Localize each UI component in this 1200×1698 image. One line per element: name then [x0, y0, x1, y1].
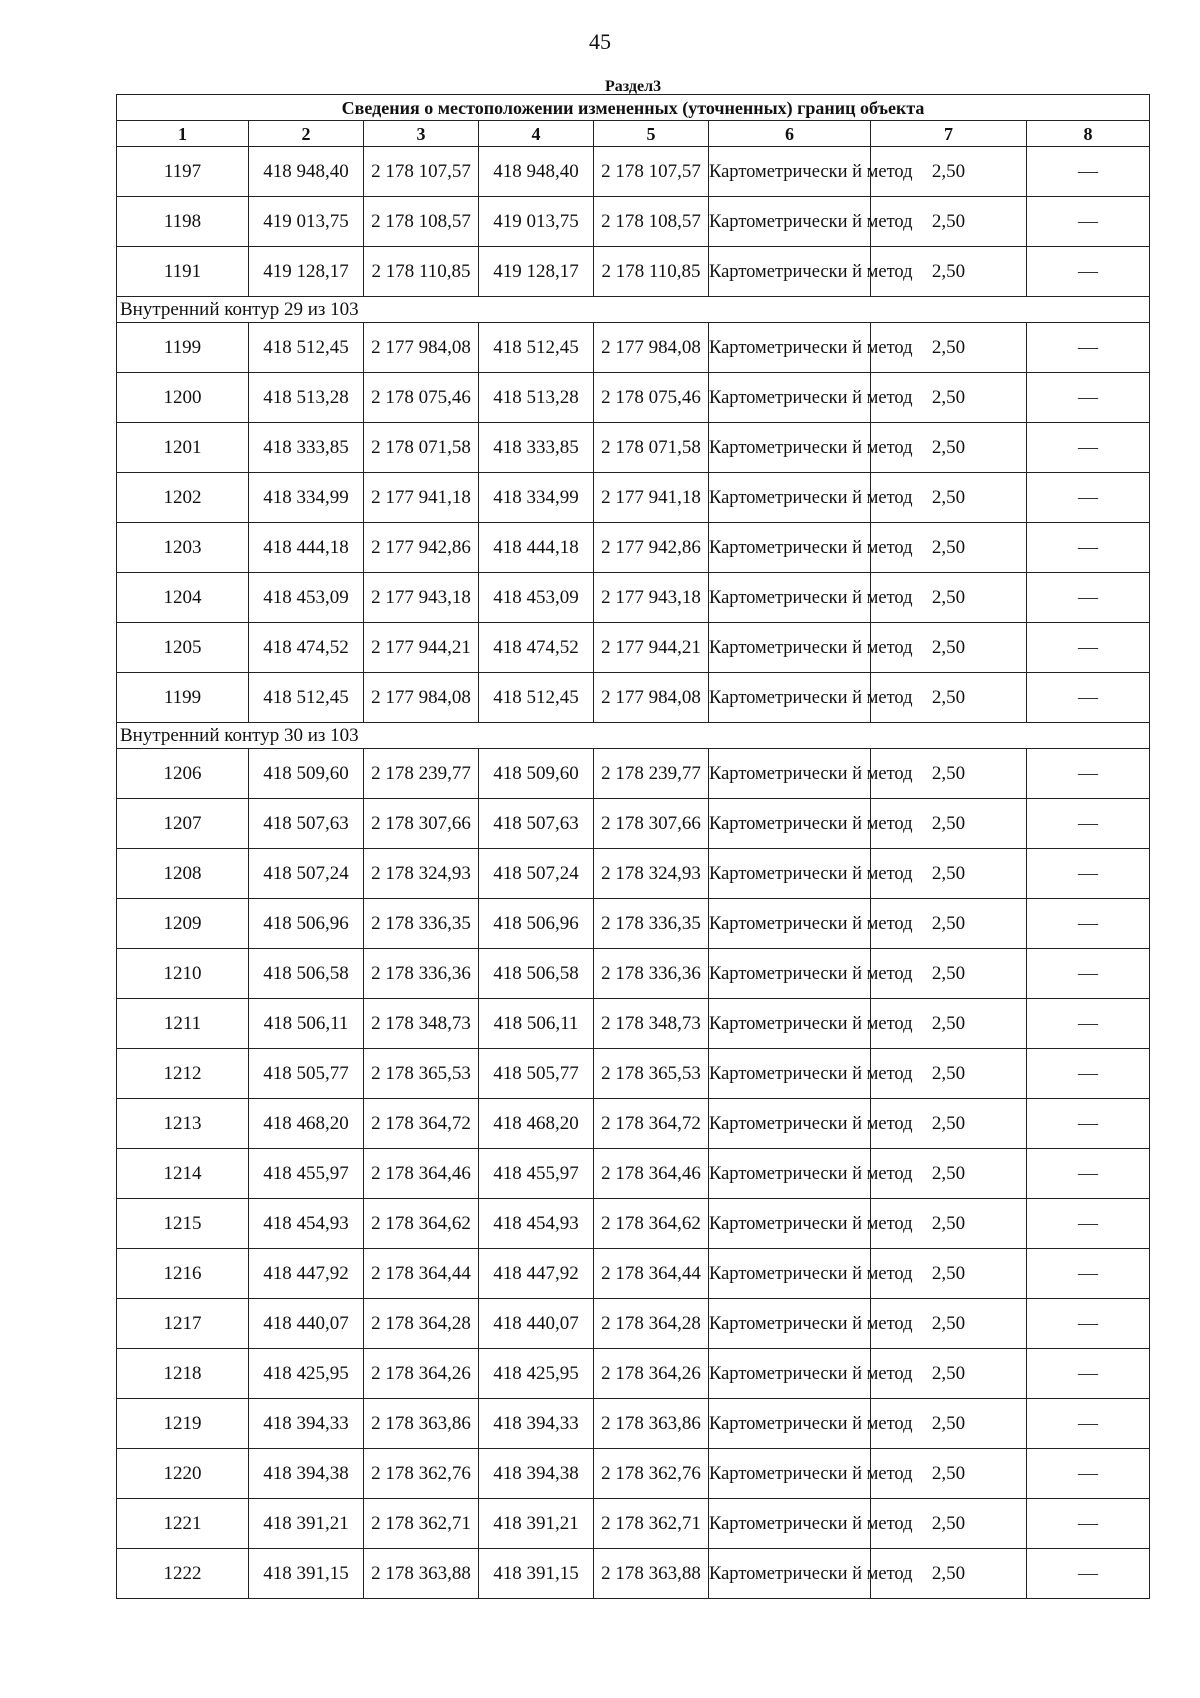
- table-row: [117, 623, 1150, 673]
- x-new-cell: 418 505,77: [479, 1049, 594, 1099]
- y-old-cell: 2 177 984,08: [364, 323, 479, 373]
- method-cell: Картометрически й метод: [709, 1349, 871, 1399]
- description-cell: —: [1027, 323, 1150, 373]
- description-cell: —: [1027, 623, 1150, 673]
- contour-header-row: [117, 723, 1150, 749]
- boundary-coordinates-table: [116, 80, 1150, 1599]
- x-new-cell: 418 948,40: [479, 147, 594, 197]
- y-old-cell: 2 178 363,88: [364, 1549, 479, 1599]
- column-number-row: [117, 121, 1150, 147]
- point-number-cell: 1199: [117, 323, 249, 373]
- table-row: [117, 673, 1150, 723]
- method-cell: Картометрически й метод: [709, 1199, 871, 1249]
- column-number: 4: [479, 121, 594, 147]
- accuracy-cell: 2,50: [871, 799, 1027, 849]
- y-new-cell: 2 177 944,21: [594, 623, 709, 673]
- y-new-cell: 2 178 364,62: [594, 1199, 709, 1249]
- table-row: [117, 1299, 1150, 1349]
- accuracy-cell: 2,50: [871, 949, 1027, 999]
- y-old-cell: 2 178 364,28: [364, 1299, 479, 1349]
- point-number-cell: 1197: [117, 147, 249, 197]
- y-old-cell: 2 178 107,57: [364, 147, 479, 197]
- table-row: [117, 1449, 1150, 1499]
- description-cell: —: [1027, 1049, 1150, 1099]
- x-old-cell: 418 440,07: [249, 1299, 364, 1349]
- method-cell: Картометрически й метод: [709, 999, 871, 1049]
- y-old-cell: 2 177 942,86: [364, 523, 479, 573]
- x-new-cell: 418 334,99: [479, 473, 594, 523]
- point-number-cell: 1202: [117, 473, 249, 523]
- method-cell: Картометрически й метод: [709, 473, 871, 523]
- description-cell: —: [1027, 1449, 1150, 1499]
- description-cell: —: [1027, 197, 1150, 247]
- method-cell: Картометрически й метод: [709, 899, 871, 949]
- y-new-cell: 2 178 071,58: [594, 423, 709, 473]
- accuracy-cell: 2,50: [871, 473, 1027, 523]
- y-old-cell: 2 178 363,86: [364, 1399, 479, 1449]
- section-title: Раздел3: [605, 78, 662, 95]
- y-old-cell: 2 177 944,21: [364, 623, 479, 673]
- contour-header-row: [117, 297, 1150, 323]
- x-old-cell: 418 444,18: [249, 523, 364, 573]
- accuracy-cell: 2,50: [871, 323, 1027, 373]
- accuracy-cell: 2,50: [871, 247, 1027, 297]
- accuracy-cell: 2,50: [871, 849, 1027, 899]
- point-number-cell: 1211: [117, 999, 249, 1049]
- accuracy-cell: 2,50: [871, 1299, 1027, 1349]
- x-new-cell: 418 391,21: [479, 1499, 594, 1549]
- description-cell: —: [1027, 247, 1150, 297]
- x-old-cell: 418 391,21: [249, 1499, 364, 1549]
- method-cell: Картометрически й метод: [709, 247, 871, 297]
- method-cell: Картометрически й метод: [709, 423, 871, 473]
- y-old-cell: 2 178 365,53: [364, 1049, 479, 1099]
- x-old-cell: 418 394,33: [249, 1399, 364, 1449]
- x-new-cell: 418 453,09: [479, 573, 594, 623]
- x-old-cell: 418 507,63: [249, 799, 364, 849]
- accuracy-cell: 2,50: [871, 999, 1027, 1049]
- x-new-cell: 418 447,92: [479, 1249, 594, 1299]
- table-row: [117, 999, 1150, 1049]
- x-new-cell: 418 507,24: [479, 849, 594, 899]
- point-number-cell: 1201: [117, 423, 249, 473]
- y-old-cell: 2 178 364,62: [364, 1199, 479, 1249]
- accuracy-cell: 2,50: [871, 1249, 1027, 1299]
- table-row: [117, 323, 1150, 373]
- y-new-cell: 2 178 336,35: [594, 899, 709, 949]
- column-number: 7: [871, 121, 1027, 147]
- x-old-cell: 418 425,95: [249, 1349, 364, 1399]
- y-new-cell: 2 178 364,26: [594, 1349, 709, 1399]
- x-new-cell: 418 333,85: [479, 423, 594, 473]
- description-cell: —: [1027, 423, 1150, 473]
- y-new-cell: 2 178 363,86: [594, 1399, 709, 1449]
- point-number-cell: 1207: [117, 799, 249, 849]
- accuracy-cell: 2,50: [871, 1049, 1027, 1099]
- description-cell: —: [1027, 373, 1150, 423]
- method-cell: Картометрически й метод: [709, 799, 871, 849]
- x-old-cell: 418 453,09: [249, 573, 364, 623]
- point-number-cell: 1213: [117, 1099, 249, 1149]
- y-new-cell: 2 177 943,18: [594, 573, 709, 623]
- method-cell: Картометрически й метод: [709, 623, 871, 673]
- table-row: [117, 949, 1150, 999]
- x-old-cell: 418 509,60: [249, 749, 364, 799]
- accuracy-cell: 2,50: [871, 1149, 1027, 1199]
- table-row: [117, 1199, 1150, 1249]
- description-cell: —: [1027, 949, 1150, 999]
- x-old-cell: 418 468,20: [249, 1099, 364, 1149]
- table-row: [117, 423, 1150, 473]
- table-row: [117, 1149, 1150, 1199]
- description-cell: —: [1027, 147, 1150, 197]
- method-cell: Картометрически й метод: [709, 1149, 871, 1199]
- contour-label: Внутренний контур 30 из 103: [117, 723, 1150, 749]
- column-number: 3: [364, 121, 479, 147]
- y-new-cell: 2 178 075,46: [594, 373, 709, 423]
- description-cell: —: [1027, 1549, 1150, 1599]
- x-old-cell: 418 474,52: [249, 623, 364, 673]
- accuracy-cell: 2,50: [871, 1499, 1027, 1549]
- x-old-cell: 418 454,93: [249, 1199, 364, 1249]
- description-cell: —: [1027, 1099, 1150, 1149]
- method-cell: Картометрически й метод: [709, 1049, 871, 1099]
- description-cell: —: [1027, 1349, 1150, 1399]
- y-old-cell: 2 178 307,66: [364, 799, 479, 849]
- table-row: [117, 473, 1150, 523]
- y-new-cell: 2 178 307,66: [594, 799, 709, 849]
- point-number-cell: 1219: [117, 1399, 249, 1449]
- x-new-cell: 418 474,52: [479, 623, 594, 673]
- y-old-cell: 2 178 110,85: [364, 247, 479, 297]
- table-row: [117, 1399, 1150, 1449]
- accuracy-cell: 2,50: [871, 1449, 1027, 1499]
- point-number-cell: 1191: [117, 247, 249, 297]
- y-new-cell: 2 178 365,53: [594, 1049, 709, 1099]
- point-number-cell: 1220: [117, 1449, 249, 1499]
- y-new-cell: 2 178 110,85: [594, 247, 709, 297]
- method-cell: Картометрически й метод: [709, 1499, 871, 1549]
- x-new-cell: 418 512,45: [479, 673, 594, 723]
- y-old-cell: 2 177 941,18: [364, 473, 479, 523]
- y-old-cell: 2 178 075,46: [364, 373, 479, 423]
- page-number: 45: [589, 29, 611, 54]
- x-old-cell: 418 394,38: [249, 1449, 364, 1499]
- y-old-cell: 2 178 239,77: [364, 749, 479, 799]
- x-old-cell: 418 512,45: [249, 323, 364, 373]
- x-new-cell: 418 509,60: [479, 749, 594, 799]
- x-new-cell: 418 440,07: [479, 1299, 594, 1349]
- y-old-cell: 2 178 364,26: [364, 1349, 479, 1399]
- x-old-cell: 418 505,77: [249, 1049, 364, 1099]
- description-cell: —: [1027, 1299, 1150, 1349]
- x-new-cell: 418 425,95: [479, 1349, 594, 1399]
- point-number-cell: 1205: [117, 623, 249, 673]
- table-title: Сведения о местоположении измененных (уточненных) границ объекта: [117, 95, 1150, 121]
- y-old-cell: 2 178 336,36: [364, 949, 479, 999]
- description-cell: —: [1027, 1399, 1150, 1449]
- y-old-cell: 2 178 071,58: [364, 423, 479, 473]
- table-row: [117, 849, 1150, 899]
- y-new-cell: 2 178 336,36: [594, 949, 709, 999]
- point-number-cell: 1206: [117, 749, 249, 799]
- contour-label: Внутренний контур 29 из 103: [117, 297, 1150, 323]
- point-number-cell: 1217: [117, 1299, 249, 1349]
- table-row: [117, 1349, 1150, 1399]
- y-new-cell: 2 178 364,72: [594, 1099, 709, 1149]
- table-row: [117, 197, 1150, 247]
- y-old-cell: 2 178 364,46: [364, 1149, 479, 1199]
- accuracy-cell: 2,50: [871, 1549, 1027, 1599]
- y-new-cell: 2 178 364,28: [594, 1299, 709, 1349]
- point-number-cell: 1216: [117, 1249, 249, 1299]
- description-cell: —: [1027, 673, 1150, 723]
- point-number-cell: 1208: [117, 849, 249, 899]
- accuracy-cell: 2,50: [871, 623, 1027, 673]
- table-row: [117, 749, 1150, 799]
- column-number: 1: [117, 121, 249, 147]
- y-old-cell: 2 178 324,93: [364, 849, 479, 899]
- column-number: 2: [249, 121, 364, 147]
- description-cell: —: [1027, 1249, 1150, 1299]
- method-cell: Картометрически й метод: [709, 1099, 871, 1149]
- method-cell: Картометрически й метод: [709, 1449, 871, 1499]
- method-cell: Картометрически й метод: [709, 1299, 871, 1349]
- table-row: [117, 1249, 1150, 1299]
- x-old-cell: 418 455,97: [249, 1149, 364, 1199]
- x-old-cell: 418 506,11: [249, 999, 364, 1049]
- x-old-cell: 418 948,40: [249, 147, 364, 197]
- method-cell: Картометрически й метод: [709, 323, 871, 373]
- x-new-cell: 418 512,45: [479, 323, 594, 373]
- y-new-cell: 2 177 942,86: [594, 523, 709, 573]
- accuracy-cell: 2,50: [871, 423, 1027, 473]
- x-old-cell: 418 333,85: [249, 423, 364, 473]
- x-old-cell: 419 013,75: [249, 197, 364, 247]
- method-cell: Картометрически й метод: [709, 849, 871, 899]
- column-number: 5: [594, 121, 709, 147]
- method-cell: Картометрически й метод: [709, 573, 871, 623]
- accuracy-cell: 2,50: [871, 899, 1027, 949]
- table-row: [117, 1499, 1150, 1549]
- point-number-cell: 1222: [117, 1549, 249, 1599]
- y-new-cell: 2 177 941,18: [594, 473, 709, 523]
- accuracy-cell: 2,50: [871, 373, 1027, 423]
- accuracy-cell: 2,50: [871, 1399, 1027, 1449]
- y-new-cell: 2 178 363,88: [594, 1549, 709, 1599]
- x-new-cell: 418 513,28: [479, 373, 594, 423]
- description-cell: —: [1027, 849, 1150, 899]
- y-old-cell: 2 178 348,73: [364, 999, 479, 1049]
- method-cell: Картометрически й метод: [709, 147, 871, 197]
- x-old-cell: 418 507,24: [249, 849, 364, 899]
- method-cell: Картометрически й метод: [709, 373, 871, 423]
- x-old-cell: 419 128,17: [249, 247, 364, 297]
- method-cell: Картометрически й метод: [709, 1549, 871, 1599]
- x-new-cell: 418 391,15: [479, 1549, 594, 1599]
- x-old-cell: 418 506,58: [249, 949, 364, 999]
- point-number-cell: 1199: [117, 673, 249, 723]
- description-cell: —: [1027, 1199, 1150, 1249]
- method-cell: Картометрически й метод: [709, 749, 871, 799]
- x-new-cell: 418 468,20: [479, 1099, 594, 1149]
- point-number-cell: 1198: [117, 197, 249, 247]
- point-number-cell: 1210: [117, 949, 249, 999]
- y-old-cell: 2 178 362,76: [364, 1449, 479, 1499]
- point-number-cell: 1218: [117, 1349, 249, 1399]
- y-new-cell: 2 178 362,76: [594, 1449, 709, 1499]
- table-row: [117, 1099, 1150, 1149]
- table-row: [117, 1049, 1150, 1099]
- x-old-cell: 418 334,99: [249, 473, 364, 523]
- y-new-cell: 2 178 324,93: [594, 849, 709, 899]
- x-new-cell: 418 394,38: [479, 1449, 594, 1499]
- x-new-cell: 418 444,18: [479, 523, 594, 573]
- method-cell: Картометрически й метод: [709, 1249, 871, 1299]
- y-new-cell: 2 178 108,57: [594, 197, 709, 247]
- description-cell: —: [1027, 473, 1150, 523]
- y-new-cell: 2 178 107,57: [594, 147, 709, 197]
- description-cell: —: [1027, 749, 1150, 799]
- description-cell: —: [1027, 999, 1150, 1049]
- point-number-cell: 1204: [117, 573, 249, 623]
- accuracy-cell: 2,50: [871, 673, 1027, 723]
- description-cell: —: [1027, 899, 1150, 949]
- column-number: 8: [1027, 121, 1150, 147]
- y-old-cell: 2 178 336,35: [364, 899, 479, 949]
- y-old-cell: 2 178 364,72: [364, 1099, 479, 1149]
- table-row: [117, 799, 1150, 849]
- accuracy-cell: 2,50: [871, 749, 1027, 799]
- point-number-cell: 1215: [117, 1199, 249, 1249]
- table-row: [117, 523, 1150, 573]
- accuracy-cell: 2,50: [871, 1099, 1027, 1149]
- description-cell: —: [1027, 523, 1150, 573]
- table-row: [117, 899, 1150, 949]
- x-old-cell: 418 447,92: [249, 1249, 364, 1299]
- accuracy-cell: 2,50: [871, 523, 1027, 573]
- point-number-cell: 1209: [117, 899, 249, 949]
- x-new-cell: 418 506,58: [479, 949, 594, 999]
- x-new-cell: 418 506,11: [479, 999, 594, 1049]
- point-number-cell: 1203: [117, 523, 249, 573]
- x-new-cell: 418 507,63: [479, 799, 594, 849]
- x-old-cell: 418 506,96: [249, 899, 364, 949]
- accuracy-cell: 2,50: [871, 147, 1027, 197]
- y-new-cell: 2 178 364,44: [594, 1249, 709, 1299]
- y-old-cell: 2 177 984,08: [364, 673, 479, 723]
- x-new-cell: 418 455,97: [479, 1149, 594, 1199]
- description-cell: —: [1027, 573, 1150, 623]
- point-number-cell: 1214: [117, 1149, 249, 1199]
- x-old-cell: 418 391,15: [249, 1549, 364, 1599]
- y-new-cell: 2 178 364,46: [594, 1149, 709, 1199]
- y-new-cell: 2 178 362,71: [594, 1499, 709, 1549]
- y-old-cell: 2 178 108,57: [364, 197, 479, 247]
- description-cell: —: [1027, 1499, 1150, 1549]
- x-new-cell: 418 454,93: [479, 1199, 594, 1249]
- y-new-cell: 2 178 348,73: [594, 999, 709, 1049]
- point-number-cell: 1221: [117, 1499, 249, 1549]
- point-number-cell: 1212: [117, 1049, 249, 1099]
- x-old-cell: 418 512,45: [249, 673, 364, 723]
- method-cell: Картометрически й метод: [709, 949, 871, 999]
- table-row: [117, 147, 1150, 197]
- method-cell: Картометрически й метод: [709, 673, 871, 723]
- x-new-cell: 418 394,33: [479, 1399, 594, 1449]
- table-row: [117, 573, 1150, 623]
- accuracy-cell: 2,50: [871, 1349, 1027, 1399]
- y-old-cell: 2 178 362,71: [364, 1499, 479, 1549]
- x-new-cell: 419 013,75: [479, 197, 594, 247]
- table-row: [117, 247, 1150, 297]
- table-row: [117, 373, 1150, 423]
- description-cell: —: [1027, 799, 1150, 849]
- description-cell: —: [1027, 1149, 1150, 1199]
- point-number-cell: 1200: [117, 373, 249, 423]
- y-new-cell: 2 177 984,08: [594, 673, 709, 723]
- x-old-cell: 418 513,28: [249, 373, 364, 423]
- table-row: [117, 1549, 1150, 1599]
- accuracy-cell: 2,50: [871, 573, 1027, 623]
- y-old-cell: 2 177 943,18: [364, 573, 479, 623]
- method-cell: Картометрически й метод: [709, 197, 871, 247]
- x-new-cell: 418 506,96: [479, 899, 594, 949]
- method-cell: Картометрически й метод: [709, 523, 871, 573]
- y-new-cell: 2 178 239,77: [594, 749, 709, 799]
- y-old-cell: 2 178 364,44: [364, 1249, 479, 1299]
- method-cell: Картометрически й метод: [709, 1399, 871, 1449]
- column-number: 6: [709, 121, 871, 147]
- y-new-cell: 2 177 984,08: [594, 323, 709, 373]
- accuracy-cell: 2,50: [871, 1199, 1027, 1249]
- accuracy-cell: 2,50: [871, 197, 1027, 247]
- x-new-cell: 419 128,17: [479, 247, 594, 297]
- table-body: [117, 147, 1150, 1599]
